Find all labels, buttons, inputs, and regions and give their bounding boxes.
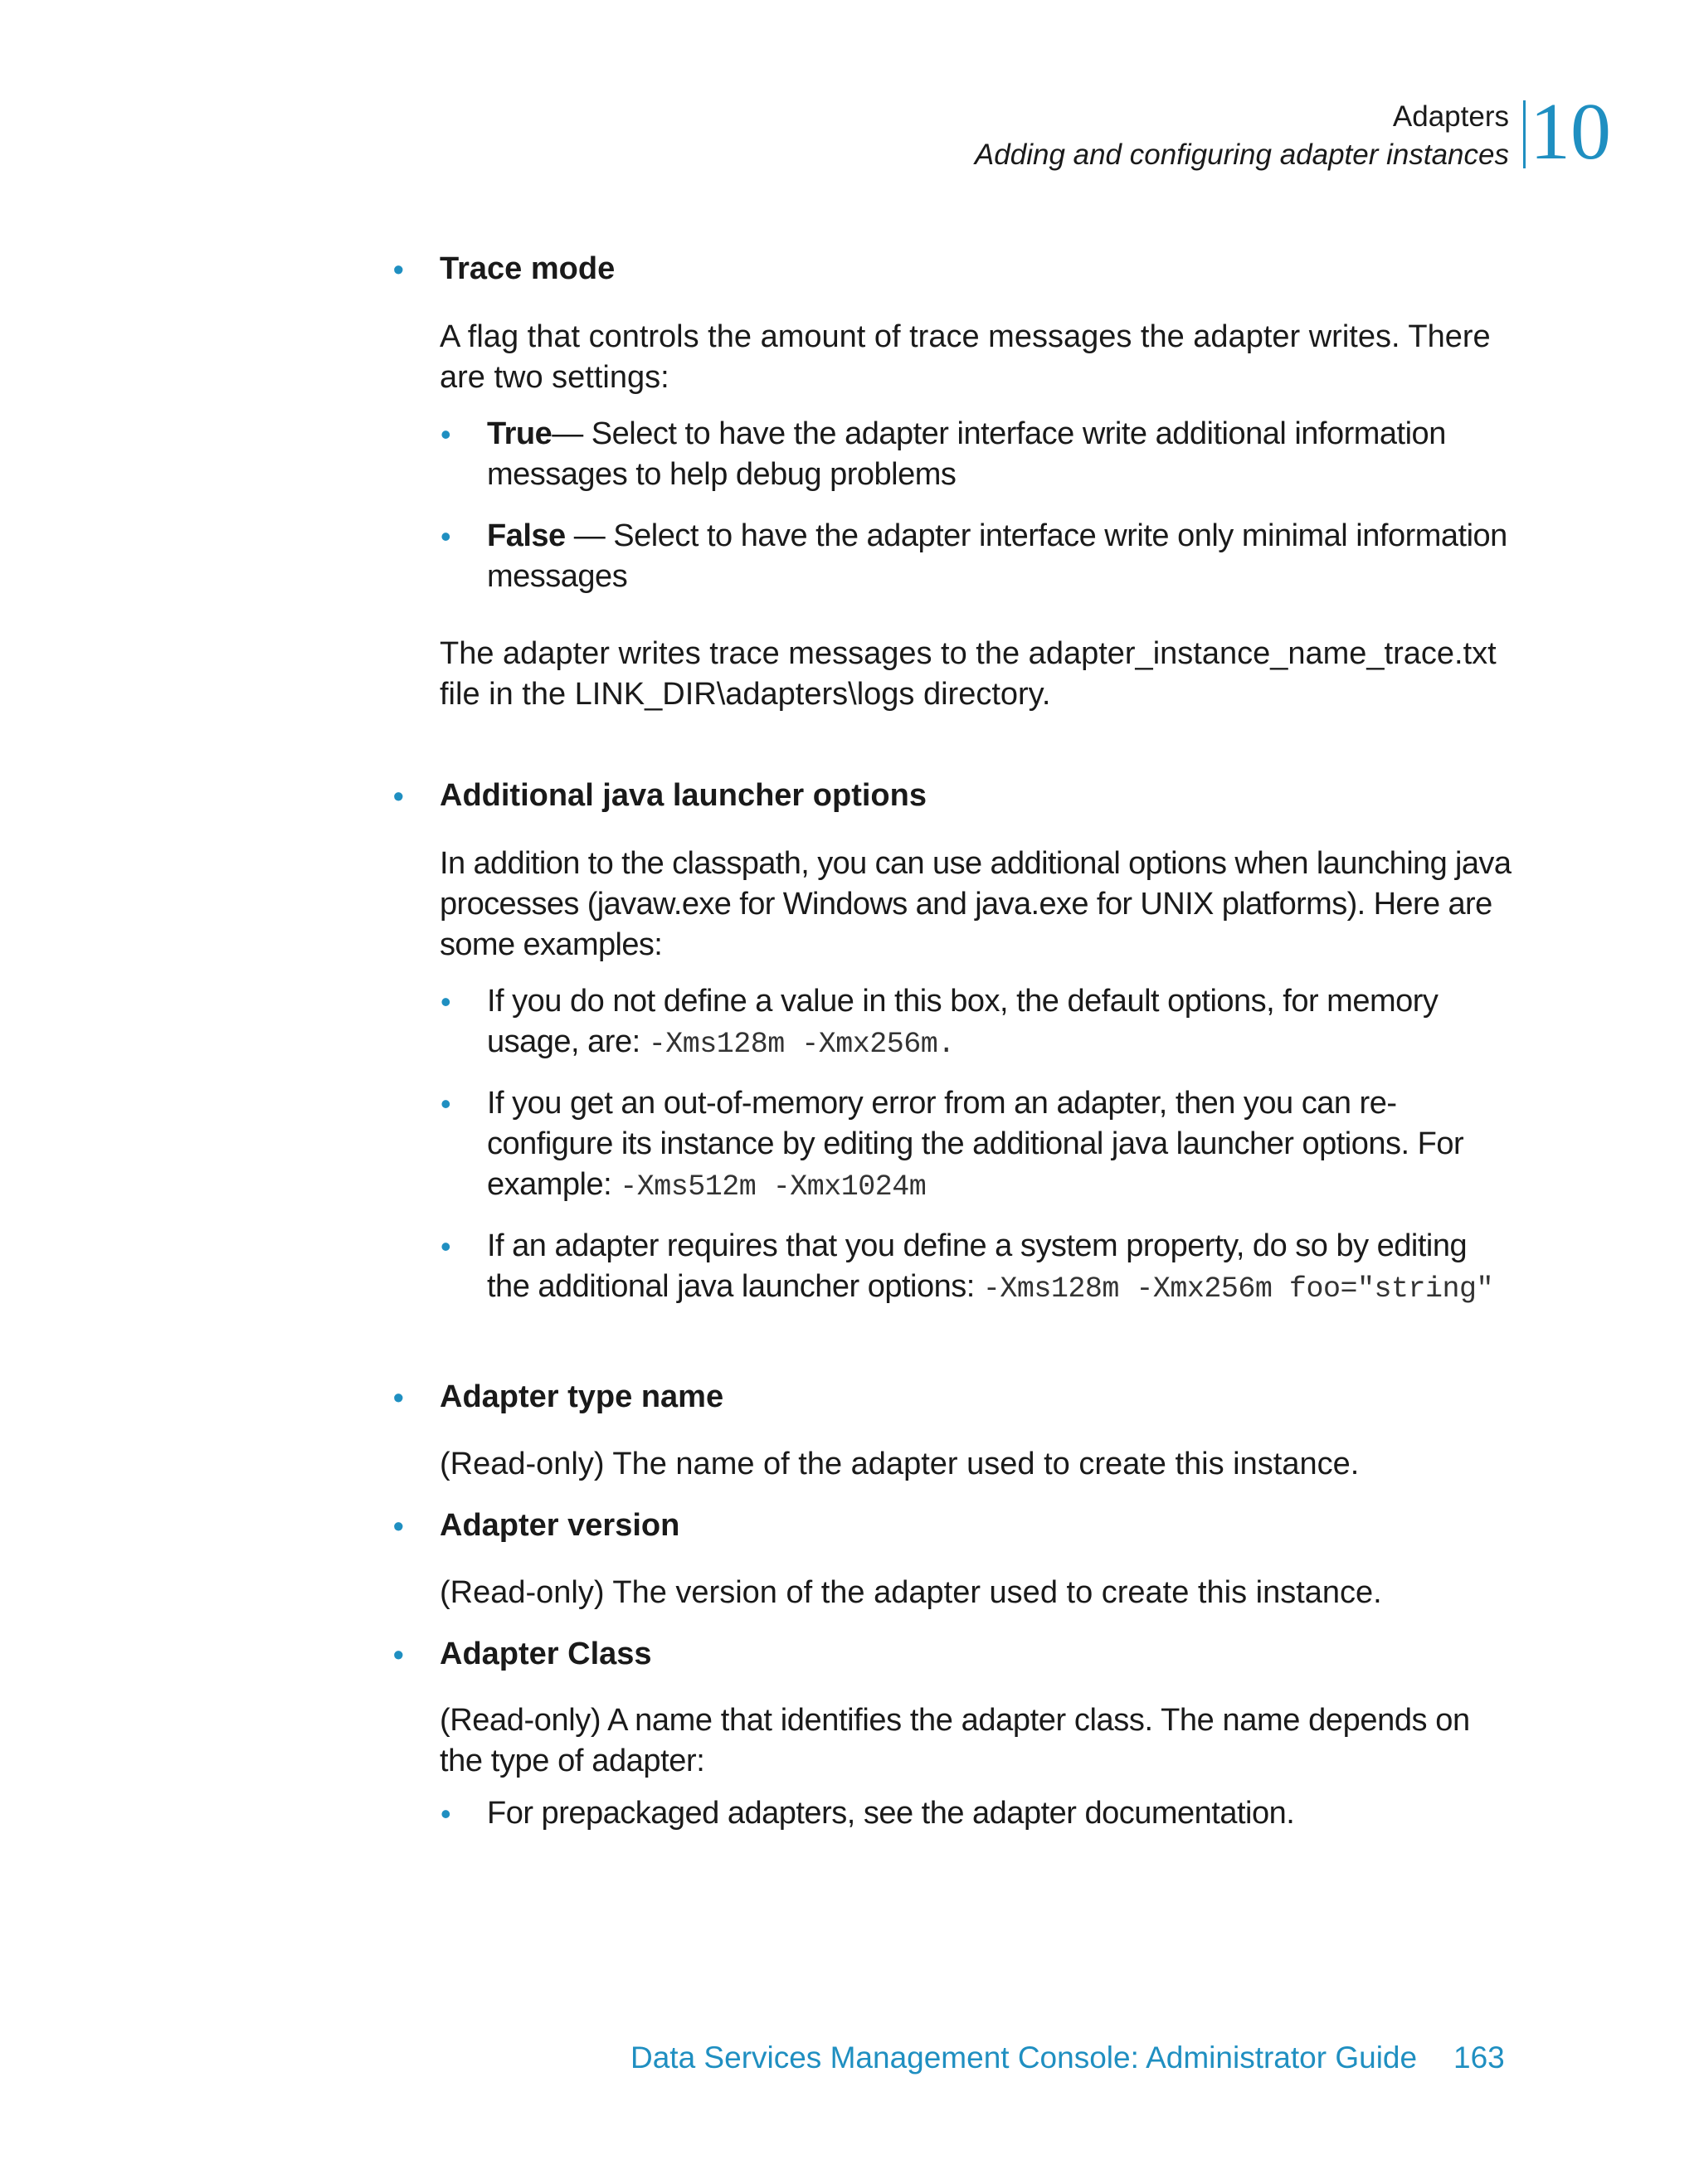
item-title: Adapter type name xyxy=(440,1379,724,1414)
sub-item-text: For prepackaged adapters, see the adapter documentation. xyxy=(487,1796,1295,1831)
item-title: Trace mode xyxy=(440,251,616,286)
running-header xyxy=(975,98,1509,174)
bullet-icon: • xyxy=(441,985,451,1019)
sub-list-item xyxy=(441,1226,1516,1310)
item-title: Adapter Class xyxy=(440,1637,652,1671)
item-description: A flag that controls the amount of trace messages the adapter writes. There are two settings: xyxy=(440,319,1491,395)
bullet-icon: • xyxy=(441,417,451,451)
sub-list-item xyxy=(441,981,1516,1065)
item-title: Adapter version xyxy=(440,1508,680,1543)
item-note: The adapter writes trace messages to the adapter_instance_name_trace.txt file in the LINK_DIR\adapters\logs directory. xyxy=(440,636,1497,712)
list-item-java-options xyxy=(393,776,1518,816)
page-header xyxy=(0,0,1699,182)
bullet-icon: • xyxy=(441,1087,451,1121)
chapter-divider xyxy=(1523,100,1526,168)
chapter-number: 10 xyxy=(1530,87,1611,177)
example-text: If you get an out-of-memory error from an adapter, then you can re-configure its instance by editing the additional java launcher options. For example: xyxy=(487,1086,1464,1202)
bullet-icon: • xyxy=(393,1637,404,1671)
page-number: 163 xyxy=(1453,2041,1505,2075)
option-label: False xyxy=(487,518,566,553)
subsection-title: Adding and configuring adapter instances xyxy=(974,139,1509,171)
code-snippet: -Xms512m -Xmx1024m xyxy=(620,1170,927,1204)
item-title: Additional java launcher options xyxy=(440,778,927,813)
footer-title: Data Services Management Console: Administrator Guide xyxy=(630,2041,1418,2075)
bullet-icon: • xyxy=(393,252,404,286)
bullet-icon: • xyxy=(441,519,451,553)
item-description: (Read-only) The version of the adapter used to create this instance. xyxy=(440,1575,1382,1610)
option-label: True xyxy=(487,416,553,451)
list-item-version xyxy=(393,1505,1518,1546)
code-snippet: -Xms128m -Xmx256m foo="string" xyxy=(982,1272,1493,1306)
bullet-icon: • xyxy=(393,1509,404,1543)
code-snippet: -Xms128m -Xmx256m. xyxy=(648,1028,955,1061)
sub-list-item xyxy=(441,414,1516,495)
item-description: (Read-only) The name of the adapter used to create this instance. xyxy=(440,1447,1360,1481)
sub-list-item xyxy=(441,1083,1516,1208)
list-item-trace-mode xyxy=(393,249,1518,289)
section-title: Adapters xyxy=(1392,100,1509,133)
bullet-icon: • xyxy=(441,1797,451,1831)
bullet-icon: • xyxy=(393,779,404,813)
option-text: — Select to have the adapter interface write only minimal information messages xyxy=(487,518,1507,594)
list-item-type-name xyxy=(393,1377,1518,1418)
list-item-adapter-class xyxy=(393,1634,1518,1675)
sub-list-item xyxy=(441,1793,1516,1834)
bullet-icon: • xyxy=(441,1229,451,1263)
sub-list-item xyxy=(441,516,1516,597)
option-text: — Select to have the adapter interface write additional information messages to help debug problems xyxy=(487,416,1446,492)
item-description: (Read-only) A name that identifies the adapter class. The name depends on the type of adapter: xyxy=(440,1703,1470,1778)
example-text: If you do not define a value in this box, the default options, for memory usage, are: xyxy=(487,984,1439,1059)
example-text: If an adapter requires that you define a system property, do so by editing the additional java launcher options: xyxy=(487,1228,1468,1304)
item-description: In addition to the classpath, you can use additional options when launching java processes (javaw.exe for Windows and java.exe for UNIX platforms). Here are some examples: xyxy=(440,846,1512,962)
bullet-icon: • xyxy=(393,1380,404,1414)
